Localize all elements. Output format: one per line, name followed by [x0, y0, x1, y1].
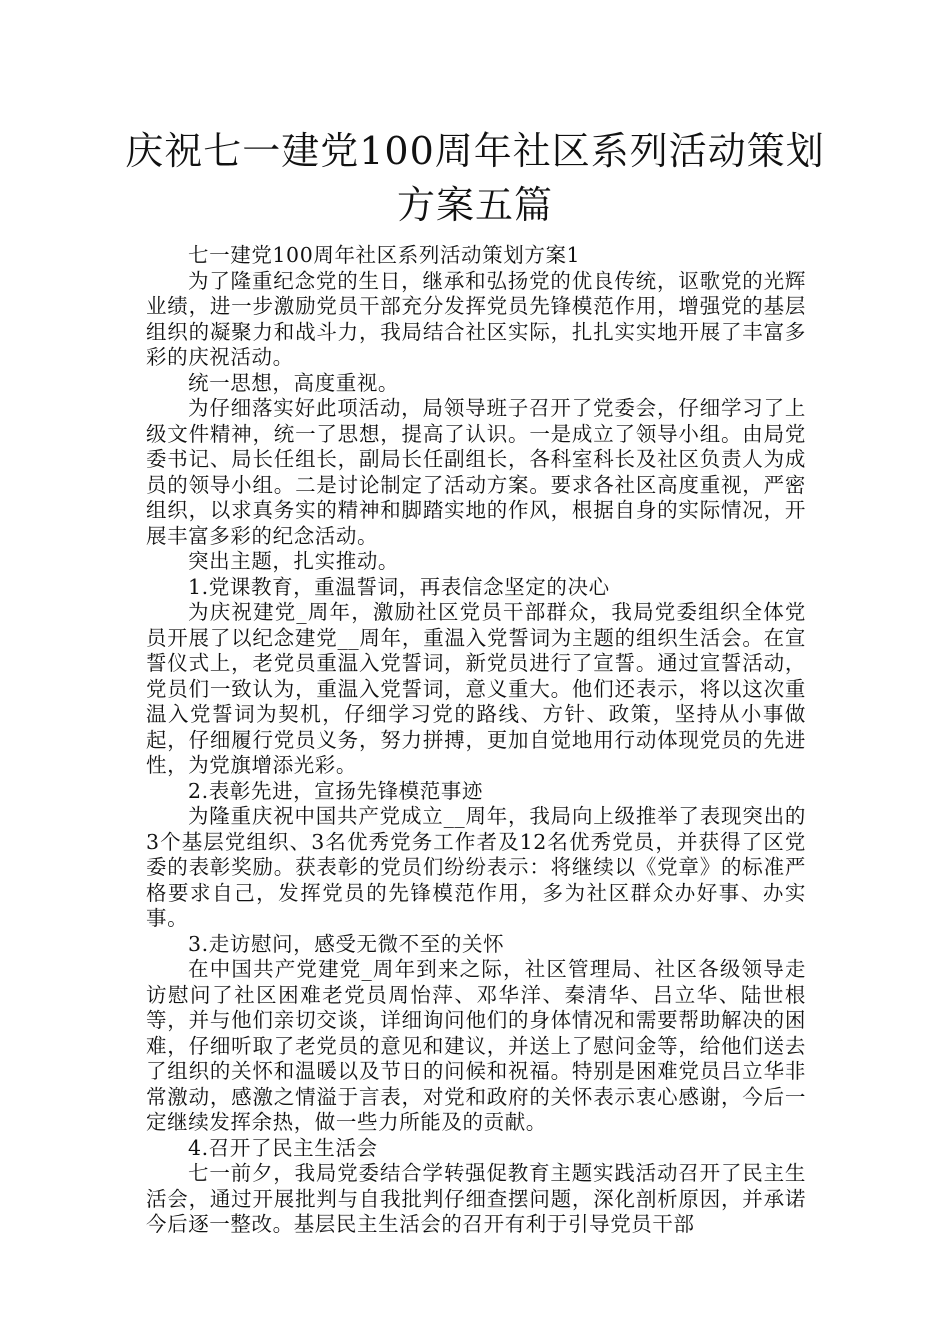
- paragraph: 在中国共产党建党_周年到来之际，社区管理局、社区各级领导走访慰问了社区困难老党员周怡萍、邓华洋、秦清华、吕立华、陆世根等，并与他们亲切交谈，详细询问他们的身体情况和需要帮助解决的困难，仔细听取了老党员的意见和建议，并送上了慰问金等，给他们送去了组织的关怀和温暖以及节日的问候和祝福。特别是困难党员吕立华非常激动，感激之情溢于言表，对党和政府的关怀表示衷心感谢，今后一定继续发挥余热，做一些力所能及的贡献。: [146, 957, 806, 1134]
- subsection-heading: 3.走访慰问，感受无微不至的关怀: [188, 931, 505, 956]
- paragraph: 七一前夕，我局党委结合学转强促教育主题实践活动召开了民主生活会，通过开展批判与自我批判仔细查摆问题，深化剖析原因，并承诺今后逐一整改。基层民主生活会的召开有利于引导党员干部: [146, 1161, 806, 1236]
- section-heading: 统一思想，高度重视。: [188, 370, 400, 395]
- title-line-2: 方案五篇: [396, 183, 553, 227]
- document-title: [110, 124, 840, 232]
- title-line-1: 庆祝七一建党100周年社区系列活动策划: [125, 129, 825, 173]
- paragraph: 为隆重庆祝中国共产党成立__周年，我局向上级推举了表现突出的3个基层党组织、3名优秀党务工作者及12名优秀党员，并获得了区党委的表彰奖励。获表彰的党员们纷纷表示：将继续以《党章》的标准严格要求自己，发挥党员的先锋模范作用，多为社区群众办好事、办实事。: [146, 804, 806, 930]
- paragraph: 为庆祝建党_周年，激励社区党员干部群众，我局党委组织全体党员开展了以纪念建党__周年，重温入党誓词为主题的组织生活会。在宣誓仪式上，老党员重温入党誓词，新党员进行了宣誓。通过宣誓活动，党员们一致认为，重温入党誓词，意义重大。他们还表示，将以这次重温入党誓词为契机，仔细学习党的路线、方针、政策，坚持从小事做起，仔细履行党员义务，努力拼搏，更加自觉地用行动体现党员的先进性，为党旗增添光彩。: [146, 600, 806, 777]
- subsection-heading: 1.党课教育，重温誓词，再表信念坚定的决心: [188, 574, 610, 599]
- subsection-heading: 4.召开了民主生活会: [188, 1135, 378, 1160]
- section-heading: 突出主题，扎实推动。: [188, 549, 400, 573]
- subsection-heading: 2.表彰先进，宣扬先锋模范事迹: [188, 778, 484, 803]
- paragraph: 为了隆重纪念党的生日，继承和弘扬党的优良传统，讴歌党的光辉业绩，进一步激励党员干部充分发挥党员先锋模范作用，增强党的基层组织的凝聚力和战斗力，我局结合社区实际，扎扎实实地开展了丰富多彩的庆祝活动。: [146, 268, 806, 369]
- document-body: [146, 243, 806, 1238]
- paragraph: 为仔细落实好此项活动，局领导班子召开了党委会，仔细学习了上级文件精神，统一了思想，提高了认识。一是成立了领导小组。由局党委书记、局长任组长，副局长任副组长，各科室科长及社区负责人为成员的领导小组。二是讨论制定了活动方案。要求各社区高度重视，严密组织，以求真务实的精神和脚踏实地的作风，根据自身的实际情况，开展丰富多彩的纪念活动。: [146, 396, 806, 548]
- section-heading: 七一建党100周年社区系列活动策划方案1: [188, 243, 581, 267]
